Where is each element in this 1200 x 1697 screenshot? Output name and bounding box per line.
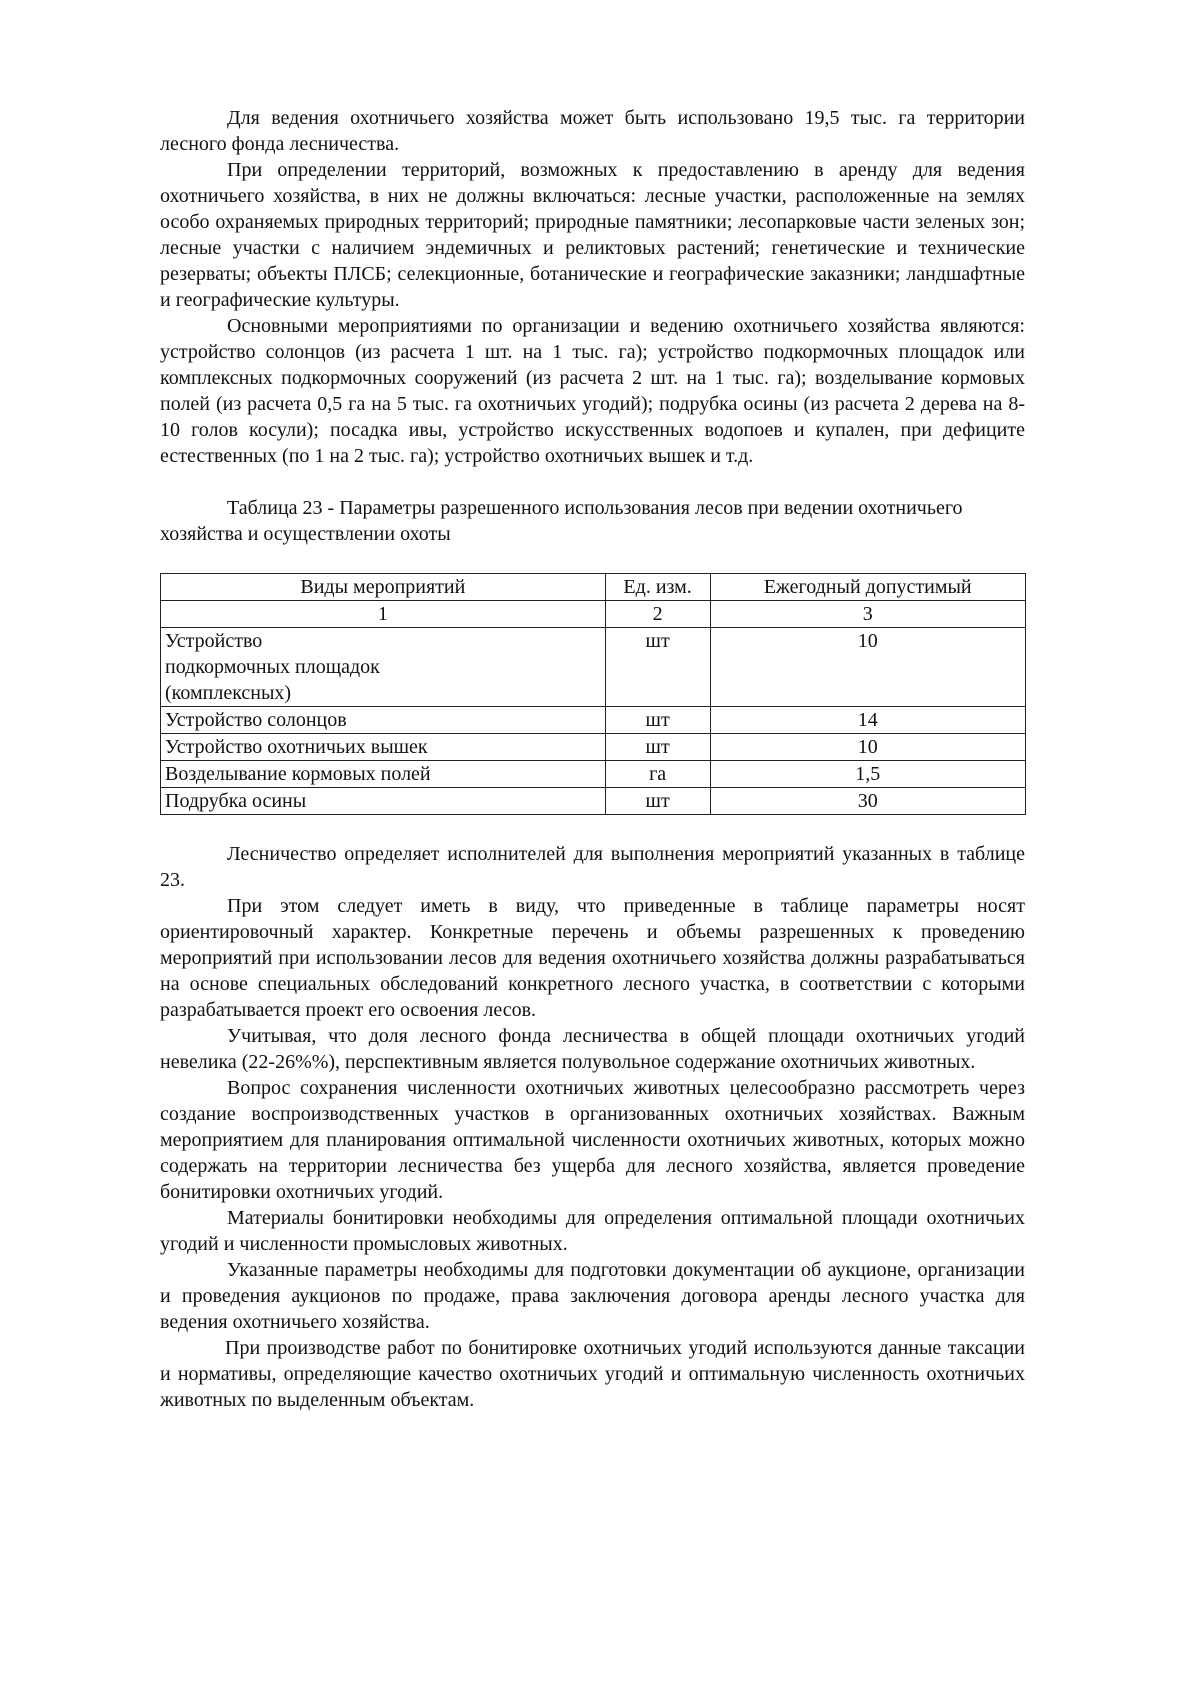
unit-cell: шт (605, 788, 710, 815)
table-row (161, 761, 1026, 788)
table-row (161, 788, 1026, 815)
unit-cell: шт (605, 734, 710, 761)
table-caption-block (160, 495, 1025, 547)
column-number: 1 (161, 601, 606, 628)
unit-cell: шт (605, 628, 710, 707)
paragraph: При определении территорий, возможных к предоставлению в аренду для ведения охотничьего хозяйства, в них не должны включаться: лесные участки, расположенные на землях особо охраняемых природных территорий; природные памятники; лесопарковые части зеленых зон; лесные участки с наличием эндемичных и реликтовых растений; генетические и технические резерваты; объекты ПЛСБ; селекционные, ботанические и географические заказники; ландшафтные и географические культуры. (160, 159, 1025, 311)
activity-cell: Подрубка осины (161, 788, 606, 815)
value-cell: 14 (710, 707, 1026, 734)
table-header-row (161, 574, 1026, 601)
table-row (161, 707, 1026, 734)
parameters-table (160, 573, 1026, 815)
conclusion-section (160, 841, 1025, 1413)
activity-cell: Возделывание кормовых полей (161, 761, 606, 788)
activity-cell: Устройство подкормочных площадок (комплексных) (161, 628, 606, 707)
column-number: 2 (605, 601, 710, 628)
activity-cell: Устройство солонцов (161, 707, 606, 734)
header-activity: Виды мероприятий (161, 574, 606, 601)
table-caption: Таблица 23 - Параметры разрешенного использования лесов при ведении охотничьего хозяйства и осуществлении охоты (160, 497, 963, 545)
table-row (161, 628, 1026, 707)
paragraph: Основными мероприятиями по организации и ведению охотничьего хозяйства являются: устройство солонцов (из расчета 1 шт. на 1 тыс. га); устройство подкормочных площадок или комплексных подкормочных сооружений (из расчета 2 шт. на 1 тыс. га); возделывание кормовых полей (из расчета 0,5 га на 5 тыс. га охотничьих угодий); подрубка осины (из расчета 2 дерева на 8-10 голов косули); посадка ивы, устройство искусственных водопоев и купален, при дефиците естественных (по 1 на 2 тыс. га); устройство охотничьих вышек и т.д. (160, 315, 1025, 467)
paragraph: При производстве работ по бонитировке охотничьих угодий используются данные таксации и нормативы, определяющие качество охотничьих угодий и оптимальную численность охотничьих животных по выделенным объектам. (160, 1337, 1025, 1411)
activity-cell: Устройство охотничьих вышек (161, 734, 606, 761)
header-unit: Ед. изм. (605, 574, 710, 601)
value-cell: 10 (710, 628, 1026, 707)
value-cell: 10 (710, 734, 1026, 761)
value-cell: 1,5 (710, 761, 1026, 788)
paragraph: Вопрос сохранения численности охотничьих животных целесообразно рассмотреть через создание воспроизводственных участков в организованных охотничьих хозяйствах. Важным мероприятием для планирования оптимальной численности охотничьих животных, которых можно содержать на территории лесничества без ущерба для лесного хозяйства, является проведение бонитировки охотничьих угодий. (160, 1077, 1025, 1203)
table-row (161, 734, 1026, 761)
header-annual-allowed: Ежегодный допустимый (710, 574, 1026, 601)
intro-section (160, 105, 1025, 469)
paragraph: При этом следует иметь в виду, что приведенные в таблице параметры носят ориентировочный характер. Конкретные перечень и объемы разрешенных к проведению мероприятий при использовании лесов для ведения охотничьего хозяйства должны разрабатываться на основе специальных обследований конкретного лесного участка, в соответствии с которыми разрабатывается проект его освоения лесов. (160, 895, 1025, 1021)
paragraph: Указанные параметры необходимы для подготовки документации об аукционе, организации и проведения аукционов по продаже, права заключения договора аренды лесного участка для ведения охотничьего хозяйства. (160, 1259, 1025, 1333)
value-cell: 30 (710, 788, 1026, 815)
unit-cell: шт (605, 707, 710, 734)
paragraph: Материалы бонитировки необходимы для определения оптимальной площади охотничьих угодий и численности промысловых животных. (160, 1207, 1025, 1255)
paragraph: Для ведения охотничьего хозяйства может быть использовано 19,5 тыс. га территории лесного фонда лесничества. (160, 107, 1025, 155)
table-column-numbers-row (161, 601, 1026, 628)
paragraph: Лесничество определяет исполнителей для выполнения мероприятий указанных в таблице 23. (160, 843, 1025, 891)
document-page (160, 105, 1025, 1413)
paragraph: Учитывая, что доля лесного фонда лесничества в общей площади охотничьих угодий невелика (22-26%%), перспективным является полувольное содержание охотничьих животных. (160, 1025, 1025, 1073)
unit-cell: га (605, 761, 710, 788)
column-number: 3 (710, 601, 1026, 628)
